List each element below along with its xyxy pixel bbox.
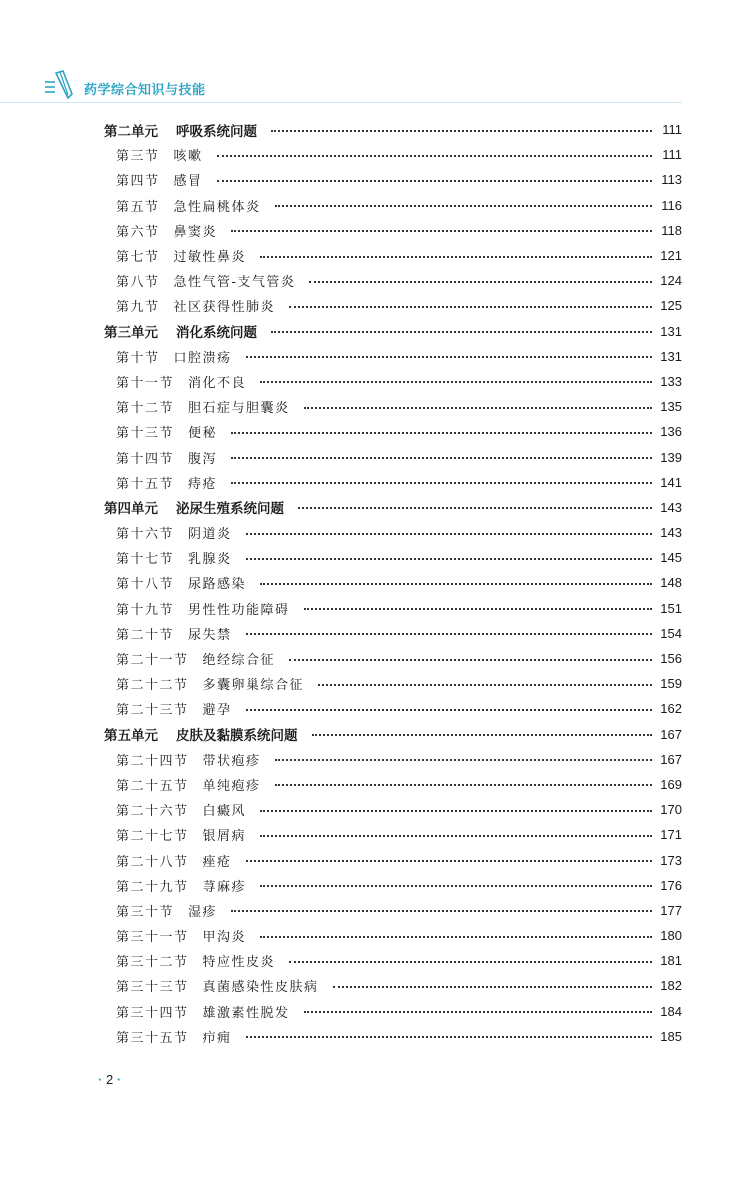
toc-section-entry [104, 646, 682, 671]
toc-entry-page: 131 [660, 323, 682, 339]
toc-entry-number: 第十节 [116, 350, 160, 366]
dot-leader [217, 180, 652, 182]
dot-leader [260, 936, 652, 938]
toc-entry-number: 第六节 [116, 224, 160, 240]
toc-section-entry [104, 973, 682, 998]
toc-entry-number: 第五单元 [104, 728, 158, 745]
dot-leader [304, 608, 652, 610]
toc-entry-title: 感冒 [173, 174, 203, 190]
toc-entry-page: 182 [660, 978, 682, 994]
toc-entry-page: 156 [660, 651, 682, 667]
toc-section-entry [104, 747, 682, 772]
toc-entry-page: 184 [660, 1003, 682, 1019]
dot-leader [231, 910, 652, 912]
toc-entry-page: 143 [660, 525, 682, 541]
toc-section-entry [104, 570, 682, 595]
table-of-contents [104, 117, 682, 1049]
toc-entry-number: 第三十四节 [116, 1005, 189, 1021]
toc-entry-page: 162 [660, 701, 682, 717]
toc-entry-number: 第四单元 [104, 501, 158, 518]
toc-section-entry [104, 344, 682, 369]
toc-section-entry [104, 999, 682, 1024]
toc-entry-number: 第二十六节 [116, 804, 189, 820]
toc-entry-title: 胆石症与胆囊炎 [188, 401, 290, 417]
dot-leader [289, 306, 652, 308]
toc-entry-number: 第十二节 [116, 401, 175, 417]
toc-entry-title: 口腔溃疡 [173, 350, 232, 366]
toc-entry-title: 多囊卵巢综合征 [202, 678, 305, 694]
dot-leader [246, 709, 652, 711]
toc-entry-number: 第十一节 [116, 375, 175, 391]
toc-entry-number: 第三十五节 [116, 1030, 189, 1046]
toc-entry-title: 雄激素性脱发 [202, 1005, 290, 1021]
toc-entry-title: 社区获得性肺炎 [173, 300, 276, 316]
toc-entry-title: 泌尿生殖系统问题 [176, 501, 284, 518]
toc-entry-title: 真菌感染性皮肤病 [202, 980, 319, 996]
toc-entry-title: 消化不良 [188, 375, 247, 391]
toc-entry-title: 阴道炎 [188, 527, 232, 543]
toc-entry-number: 第八节 [116, 275, 160, 291]
toc-section-entry [104, 898, 682, 923]
toc-entry-page: 154 [660, 625, 682, 641]
toc-section-entry [104, 243, 682, 268]
toc-unit-entry [104, 319, 682, 344]
toc-unit-entry [104, 495, 682, 520]
toc-section-entry [104, 268, 682, 293]
toc-entry-page: 136 [660, 424, 682, 440]
toc-section-entry [104, 167, 682, 192]
toc-entry-page: 125 [660, 298, 682, 314]
toc-entry-number: 第三十三节 [116, 980, 189, 996]
toc-entry-page: 180 [660, 928, 682, 944]
dot-leader [275, 784, 652, 786]
toc-entry-number: 第三十节 [116, 904, 175, 920]
toc-entry-number: 第二十五节 [116, 778, 189, 794]
dot-leader [304, 1011, 652, 1013]
toc-entry-page: 148 [660, 575, 682, 591]
toc-entry-title: 疖痈 [202, 1030, 232, 1046]
toc-entry-page: 181 [660, 953, 682, 969]
toc-section-entry [104, 696, 682, 721]
running-header [0, 68, 690, 104]
toc-entry-number: 第三十一节 [116, 930, 189, 946]
toc-entry-number: 第九节 [116, 300, 160, 316]
toc-entry-page: 159 [660, 676, 682, 692]
toc-section-entry [104, 293, 682, 318]
toc-entry-title: 白癜风 [202, 804, 247, 820]
toc-entry-number: 第二十九节 [116, 879, 189, 895]
toc-section-entry [104, 596, 682, 621]
dot-leader [289, 961, 652, 963]
toc-entry-title: 尿路感染 [188, 577, 247, 593]
dot-leader [318, 684, 652, 686]
toc-section-entry [104, 822, 682, 847]
toc-entry-number: 第七节 [116, 250, 160, 266]
toc-section-entry [104, 193, 682, 218]
dot-leader [260, 835, 652, 837]
toc-section-entry [104, 948, 682, 973]
toc-entry-number: 第二十二节 [116, 678, 189, 694]
toc-entry-number: 第二十节 [116, 627, 175, 643]
dot-leader [260, 256, 652, 258]
toc-section-entry [104, 470, 682, 495]
toc-entry-page: 111 [662, 147, 682, 163]
dot-leader [260, 810, 652, 812]
toc-entry-title: 甲沟炎 [202, 930, 247, 946]
toc-section-entry [104, 621, 682, 646]
toc-entry-title: 急性气管-支气管炎 [173, 275, 296, 291]
dot-leader [217, 155, 652, 157]
toc-section-entry [104, 444, 682, 469]
toc-entry-title: 男性性功能障碍 [188, 602, 290, 618]
toc-entry-title: 银屑病 [202, 829, 247, 845]
toc-entry-number: 第十五节 [116, 476, 175, 492]
toc-entry-number: 第二十三节 [116, 703, 189, 719]
toc-section-entry [104, 369, 682, 394]
toc-entry-number: 第二单元 [104, 123, 158, 140]
toc-entry-title: 荨麻疹 [202, 879, 247, 895]
header-title: 药学综合知识与技能 [84, 83, 206, 98]
toc-entry-title: 消化系统问题 [176, 325, 257, 342]
toc-entry-title: 皮肤及黏膜系统问题 [176, 728, 298, 745]
toc-entry-title: 带状疱疹 [202, 753, 261, 769]
toc-entry-page: 116 [661, 197, 682, 213]
toc-section-entry [104, 142, 682, 167]
dot-leader [246, 533, 652, 535]
toc-entry-page: 135 [660, 399, 682, 415]
toc-entry-page: 145 [660, 550, 682, 566]
pencil-lines-icon [44, 68, 74, 100]
toc-entry-title: 腹泻 [188, 451, 218, 467]
dot-leader [271, 331, 652, 333]
dot-leader [333, 986, 652, 988]
toc-entry-page: 176 [660, 877, 682, 893]
dot-leader [298, 507, 652, 509]
dot-leader [246, 558, 652, 560]
dot-leader [275, 205, 652, 207]
toc-section-entry [104, 797, 682, 822]
toc-entry-page: 167 [660, 726, 682, 742]
toc-entry-page: 139 [660, 449, 682, 465]
toc-entry-title: 特应性皮炎 [202, 955, 276, 971]
toc-entry-page: 170 [660, 802, 682, 818]
toc-entry-page: 169 [660, 776, 682, 792]
toc-section-entry [104, 772, 682, 797]
dot-leader [246, 356, 652, 358]
toc-entry-page: 151 [660, 600, 682, 616]
toc-entry-title: 咳嗽 [173, 149, 203, 165]
toc-entry-title: 尿失禁 [188, 627, 232, 643]
toc-section-entry [104, 1024, 682, 1049]
toc-section-entry [104, 847, 682, 872]
toc-entry-page: 113 [661, 172, 682, 188]
toc-entry-page: 133 [660, 373, 682, 389]
toc-entry-title: 鼻窦炎 [173, 224, 218, 240]
toc-entry-title: 湿疹 [188, 904, 218, 920]
toc-entry-title: 痤疮 [202, 854, 232, 870]
toc-section-entry [104, 923, 682, 948]
page-number: 2 [105, 1072, 114, 1087]
dot-leader [275, 759, 652, 761]
toc-entry-title: 绝经综合征 [202, 653, 276, 669]
toc-entry-number: 第四节 [116, 174, 160, 190]
toc-entry-number: 第十八节 [116, 577, 175, 593]
toc-entry-page: 124 [660, 273, 682, 289]
toc-entry-page: 143 [660, 499, 682, 515]
toc-section-entry [104, 218, 682, 243]
toc-entry-number: 第三单元 [104, 325, 158, 342]
toc-entry-number: 第三节 [116, 149, 160, 165]
toc-unit-entry [104, 117, 682, 142]
toc-entry-page: 167 [660, 751, 682, 767]
dot-leader [289, 659, 652, 661]
toc-section-entry [104, 394, 682, 419]
toc-entry-page: 111 [662, 122, 682, 138]
toc-entry-number: 第十九节 [116, 602, 175, 618]
dot-leader [309, 281, 652, 283]
toc-entry-title: 急性扁桃体炎 [173, 199, 261, 215]
toc-entry-page: 141 [660, 474, 682, 490]
toc-entry-page: 173 [660, 852, 682, 868]
toc-section-entry [104, 545, 682, 570]
dot-leader [246, 1036, 652, 1038]
toc-entry-page: 118 [661, 222, 682, 238]
toc-entry-number: 第二十七节 [116, 829, 189, 845]
header-rule [0, 102, 682, 103]
toc-section-entry [104, 520, 682, 545]
toc-entry-page: 121 [660, 248, 682, 264]
toc-entry-number: 第二十八节 [116, 854, 189, 870]
dot-leader [231, 432, 652, 434]
toc-entry-page: 185 [660, 1028, 682, 1044]
dot-leader [271, 130, 652, 132]
footer-dot-right: · [116, 1072, 122, 1087]
dot-leader [231, 482, 652, 484]
dot-leader [304, 407, 652, 409]
page-footer [98, 1072, 121, 1087]
dot-leader [260, 583, 652, 585]
toc-entry-page: 171 [660, 827, 682, 843]
toc-entry-title: 单纯疱疹 [202, 778, 261, 794]
footer-dot-left: · [98, 1072, 103, 1087]
dot-leader [312, 734, 653, 736]
toc-entry-title: 过敏性鼻炎 [173, 250, 247, 266]
toc-entry-number: 第二十一节 [116, 653, 189, 669]
toc-entry-title: 呼吸系统问题 [176, 123, 257, 140]
toc-entry-title: 痔疮 [188, 476, 218, 492]
toc-entry-title: 便秘 [188, 426, 218, 442]
dot-leader [246, 860, 652, 862]
toc-entry-number: 第三十二节 [116, 955, 189, 971]
dot-leader [231, 457, 652, 459]
dot-leader [260, 381, 652, 383]
toc-entry-number: 第十七节 [116, 552, 175, 568]
toc-entry-page: 131 [660, 348, 682, 364]
toc-entry-page: 177 [660, 902, 682, 918]
toc-entry-number: 第二十四节 [116, 753, 189, 769]
toc-section-entry [104, 873, 682, 898]
toc-entry-number: 第十四节 [116, 451, 175, 467]
dot-leader [231, 230, 652, 232]
toc-unit-entry [104, 722, 682, 747]
toc-entry-title: 避孕 [202, 703, 232, 719]
toc-entry-number: 第五节 [116, 199, 160, 215]
dot-leader [246, 633, 652, 635]
toc-section-entry [104, 419, 682, 444]
toc-section-entry [104, 671, 682, 696]
toc-entry-number: 第十三节 [116, 426, 175, 442]
dot-leader [260, 885, 652, 887]
toc-entry-title: 乳腺炎 [188, 552, 232, 568]
toc-entry-number: 第十六节 [116, 527, 175, 543]
